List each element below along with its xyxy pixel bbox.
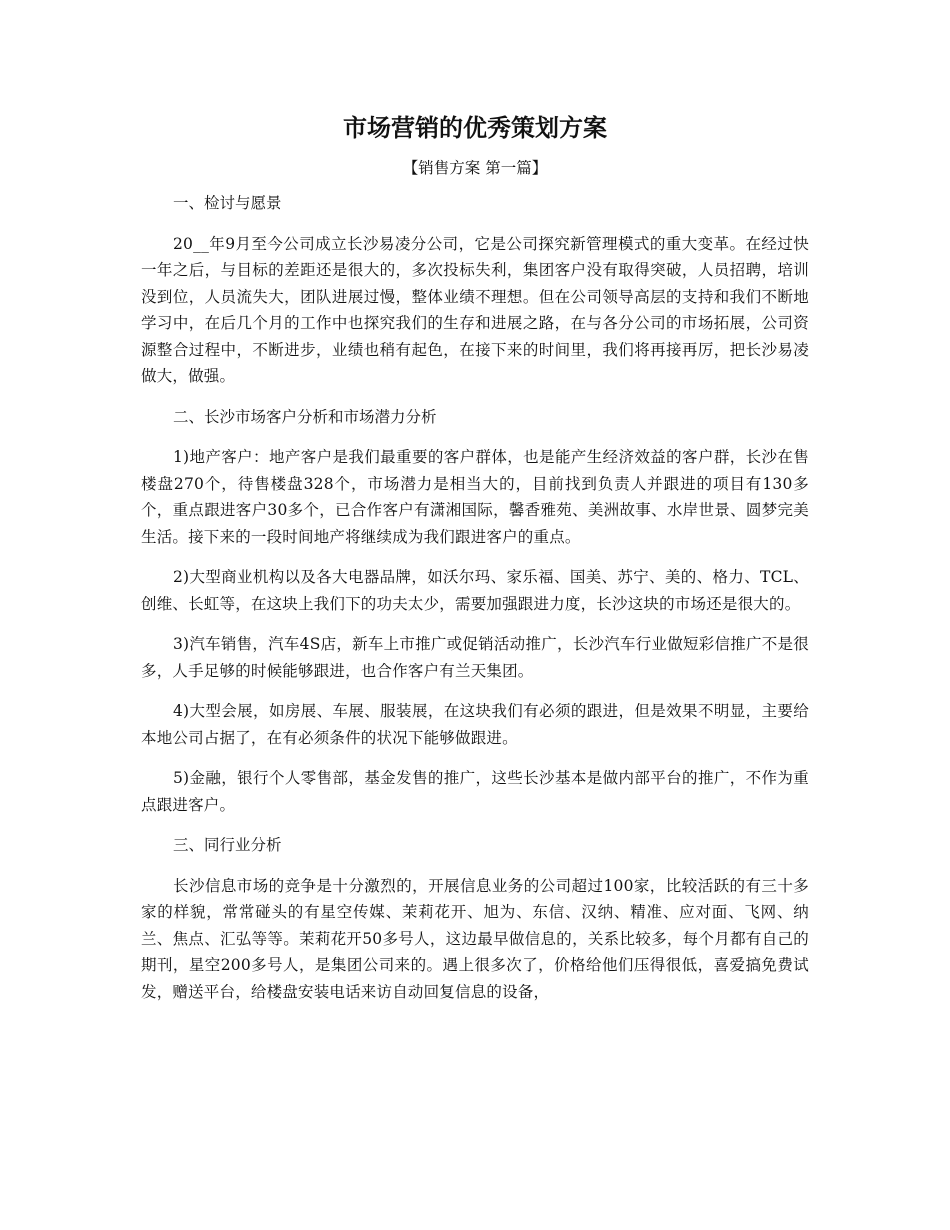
paragraph: 5)金融，银行个人零售部，基金发售的推广，这些长沙基本是做内部平台的推广，不作为重点跟进客户。 [141, 769, 809, 814]
spacer [141, 617, 809, 631]
spacer [141, 430, 809, 444]
paragraph: 20__年9月至今公司成立长沙易凌分公司，它是公司探究新管理模式的重大变革。在经过快一年之后，与目标的差距还是很大的，多次投标失利，集团客户没有取得突破，人员招聘，培训没到位，人员流失大，团队进展过慢，整体业绩不理想。但在公司领导高层的支持和我们不断地学习中，在后几个月的工作中也探究我们的生存和进展之路，在与各分公司的市场拓展，公司资源整合过程中，不断进步，业绩也稍有起色，在接下来的时间里，我们将再接再厉，把长沙易凌做大，做强。 [141, 234, 809, 385]
spacer [141, 550, 809, 564]
spacer [141, 182, 809, 190]
spacer [141, 390, 809, 404]
paragraph: 2)大型商业机构以及各大电器品牌，如沃尔玛、家乐福、国美、苏宁、美的、格力、TCL、创维、长虹等，在这块上我们下的功夫太少，需要加强跟进力度，长沙这块的市场还是很大的。 [141, 568, 809, 613]
paragraph: 1)地产客户：地产客户是我们最重要的客户群体，也是能产生经济效益的客户群，长沙在售楼盘270个，待售楼盘328个，市场潜力是相当大的，目前找到负责人并跟进的项目有130多个，重点跟进客户30多个，已合作客户有潇湘国际，馨香雅苑、美洲故事、水岸世景、圆梦完美生活。接下来的一段时间地产将继续成为我们跟进客户的重点。 [141, 448, 809, 546]
section-heading-1: 一、检讨与愿景 [173, 194, 282, 212]
spacer [141, 818, 809, 832]
spacer [141, 217, 809, 231]
document-title: 市场营销的优秀策划方案 [343, 113, 607, 142]
spacer [141, 859, 809, 873]
document-body [141, 110, 809, 1005]
paragraph: 4)大型会展，如房展、车展、服装展，在这块我们有必须的跟进，但是效果不明显，主要给本地公司占据了，在有必须条件的状况下能够做跟进。 [141, 702, 809, 747]
document-subtitle: 【销售方案 第一篇】 [402, 159, 548, 177]
spacer [141, 751, 809, 765]
paragraph: 3)汽车销售，汽车4S店，新车上市推广或促销活动推广，长沙汽车行业做短彩信推广不是很多，人手足够的时候能够跟进，也合作客户有兰天集团。 [141, 635, 809, 680]
section-heading-3: 三、同行业分析 [173, 836, 282, 854]
paragraph: 长沙信息市场的竞争是十分激烈的，开展信息业务的公司超过100家，比较活跃的有三十多家的样貌，常常碰头的有星空传媒、茉莉花开、旭为、东信、汉纳、精准、应对面、飞网、纳兰、焦点、汇弘等等。茉莉花开50多号人，这边最早做信息的，关系比较多，每个月都有自己的期刊，星空200多号人，是集团公司来的。遇上很多次了，价格给他们压得很低，喜爱搞免费试发，赠送平台，给楼盘安装电话来访自动回复信息的设备， [141, 876, 809, 1001]
section-heading-2: 二、长沙市场客户分析和市场潜力分析 [173, 407, 437, 426]
spacer [141, 684, 809, 698]
